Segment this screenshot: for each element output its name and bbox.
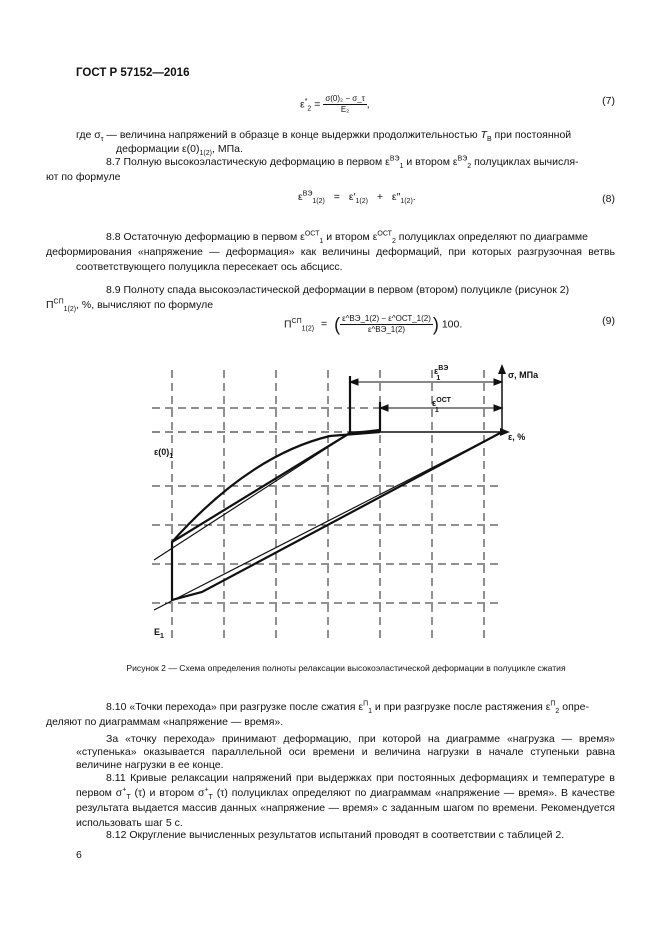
- figure-caption: Рисунок 2 — Схема определения полноты релаксации высокоэластической деформации в полуцикле сжатия: [126, 663, 566, 673]
- eps0-label: $\varepsilon(0)_1$: [154, 447, 174, 460]
- page-number: 6: [76, 849, 82, 861]
- equation-number-7: (7): [602, 95, 615, 107]
- relaxation-diagram: [140, 360, 540, 650]
- paragraph-8-10: 8.10 «Точки перехода» при разгрузке после сжатия $\varepsilon^П_1$ и при разгрузке после растяжения $\varepsilon^П_2$ опре- деляют по диаграммам «напряжение — время».: [46, 700, 589, 728]
- hysteresis-curves: [172, 376, 502, 600]
- grid-lines: [152, 370, 502, 640]
- paragraph-transition-point: За «точку перехода» принимают деформацию, при которой на диаграмме «нагрузка — время» «ступенька» оказывается параллельной оси времени и величина нагрузки в начале ступеньки равна величине нагрузки в ее конце.: [76, 733, 615, 771]
- paragraph-8-12: 8.12 Округление вычисленных результатов испытаний проводят в соответствии с таблицей 2.: [106, 829, 565, 841]
- sigma-axis-label: σ, МПа: [508, 370, 539, 380]
- paragraph-8-8: 8.8 Остаточную деформацию в первом $\varepsilon^{ОСТ}_1$ и втором $\varepsilon^{ОСТ}_2$ полуциклах определяют по диаграмме деформирования «напряжение — деформация» как величины деформаций, при которых разгрузочная ветвь соответствующего полуцикла пересекает ось абсцисс.: [46, 230, 615, 273]
- equation-number-9: (9): [602, 315, 615, 327]
- paragraph-where: где $\sigma_\tau$ — величина напряжений в образце в конце выдержки продолжительностью $T_В$ при постоянной деформации $\varepsilon(0)_{1(2)}$, МПа.: [76, 129, 572, 158]
- equation-number-8: (8): [602, 193, 615, 205]
- eps-vz-label: $\varepsilon^{ВЭ}$ 1: [434, 365, 449, 382]
- paragraph-8-11: 8.11 Кривые релаксации напряжений при выдержках при постоянных деформациях и температуре в первом $\sigma^+_T$ (τ) и втором $\sigma^+_T$ (τ) полуциклах определяют по диаграммам «напряжение — время». В качестве результата выдается массив данных «напряжение — время» с заданным шагом по времени. Рекомендуется использовать шаг 5 с.: [76, 772, 615, 829]
- axes: [152, 364, 510, 436]
- formula-9: $П^{СП}_{1(2)}$ = ( $\frac{\text{ε\textasciicircum{}ВЭ\_1(2) − ε\textasciicircum{}ОСТ\_1(2)}}{\varepsilon\^{}ВЭ\_1(2)}$ ) 100.: [284, 314, 463, 335]
- dimension-arrows: [350, 379, 502, 411]
- formula-8: $\varepsilon^{ВЭ}_{1(2)} = \varepsilon'_{1(2)} + \varepsilon''_{1(2)}$.: [298, 190, 416, 206]
- paragraph-8-7: 8.7 Полную высокоэластическую деформацию в первом $\varepsilon^{ВЭ}_1$ и втором $\varepsilon^{ВЭ}_2$ полуциклах вычисля- ют по формуле: [46, 155, 579, 183]
- paragraph-8-9: 8.9 Полноту спада высокоэластической деформации в первом (втором) полуцикле (рисунок 2) $П^{СП}_{1(2)}$, %, вычисляют по формуле: [46, 284, 570, 314]
- E1-label: $E_1$: [154, 627, 164, 640]
- eps-ost-label: $\varepsilon^{ОСТ}$ 1: [432, 397, 451, 414]
- document-header: ГОСТ Р 57152—2016: [76, 67, 190, 79]
- eps-axis-label: ε, %: [508, 432, 526, 442]
- formula-7: $\varepsilon^*_2$ = $\frac{\text{σ(0)₂ − σ\_τ}}{\text{E₂}}$ ,: [300, 94, 370, 114]
